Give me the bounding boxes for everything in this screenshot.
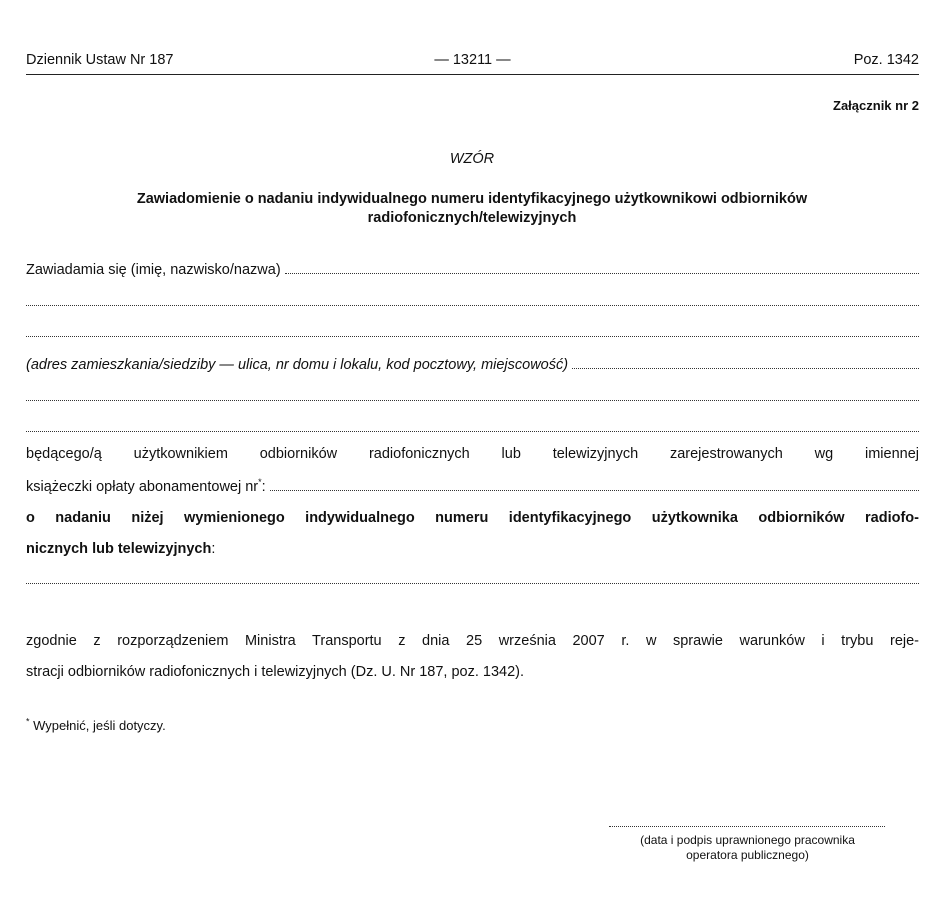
footnote-mark: *	[26, 716, 30, 727]
footnote-marker: *	[258, 477, 262, 488]
dotted-line	[26, 305, 919, 306]
dotted-line	[26, 400, 919, 401]
license-number-dots	[270, 490, 919, 491]
journal-name: Dziennik Ustaw Nr 187	[26, 52, 174, 68]
name-field-label: Zawiadamia się (imię, nazwisko/nazwa)	[26, 262, 281, 278]
notice-bold-line-2: nicznych lub telewizyjnych:	[26, 541, 216, 557]
address-field[interactable]	[26, 351, 919, 373]
name-field-continuation-2[interactable]	[26, 319, 919, 341]
name-field[interactable]	[26, 256, 919, 278]
dotted-line	[26, 336, 919, 337]
regulation-line: zgodnie z rozporządzeniem Ministra Transportu z dnia 25 września 2007 r. w sprawie warunków i trybu reje-	[26, 633, 919, 649]
dotted-line	[26, 431, 919, 432]
address-field-continuation-2[interactable]	[26, 414, 919, 436]
address-field-dots	[572, 368, 919, 369]
license-number-label: książeczki opłaty abonamentowej nr*:	[26, 477, 266, 495]
user-description-line: będącego/ą użytkownikiem odbiorników radiofonicznych lub telewizyjnych zarejestrowanych wg imiennej	[26, 446, 919, 462]
name-field-dots	[285, 273, 919, 274]
notice-bold-line: o nadaniu niżej wymienionego indywidualnego numeru identyfikacyjnego użytkownika odbiorników radiofo-	[26, 510, 919, 526]
signature-caption: (data i podpis uprawnionego pracownika operatora publicznego)	[640, 833, 855, 862]
page-header	[26, 50, 919, 75]
identification-number-field[interactable]	[26, 566, 919, 588]
template-label: WZÓR	[449, 151, 495, 167]
address-field-label: (adres zamieszkania/siedziby — ulica, nr domu i lokalu, kod pocztowy, miejscowość)	[26, 357, 569, 373]
page-number: — 13211 —	[434, 52, 511, 68]
position-number: Poz. 1342	[853, 52, 919, 68]
license-number-field[interactable]	[26, 473, 919, 495]
dotted-line	[26, 583, 919, 584]
regulation-line-2: stracji odbiorników radiofonicznych i telewizyjnych (Dz. U. Nr 187, poz. 1342).	[26, 664, 525, 680]
footnote-text: Wypełnić, jeśli dotyczy.	[29, 718, 166, 733]
name-field-continuation-1[interactable]	[26, 288, 919, 310]
signature-line[interactable]	[609, 826, 885, 827]
footnote	[26, 718, 166, 733]
attachment-label: Załącznik nr 2	[833, 98, 919, 113]
address-field-continuation-1[interactable]	[26, 383, 919, 405]
document-title: Zawiadomienie o nadaniu indywidualnego numeru identyfikacyjnego użytkownikowi odbiorników radiofonicznych/telewizyjnych	[136, 191, 808, 226]
